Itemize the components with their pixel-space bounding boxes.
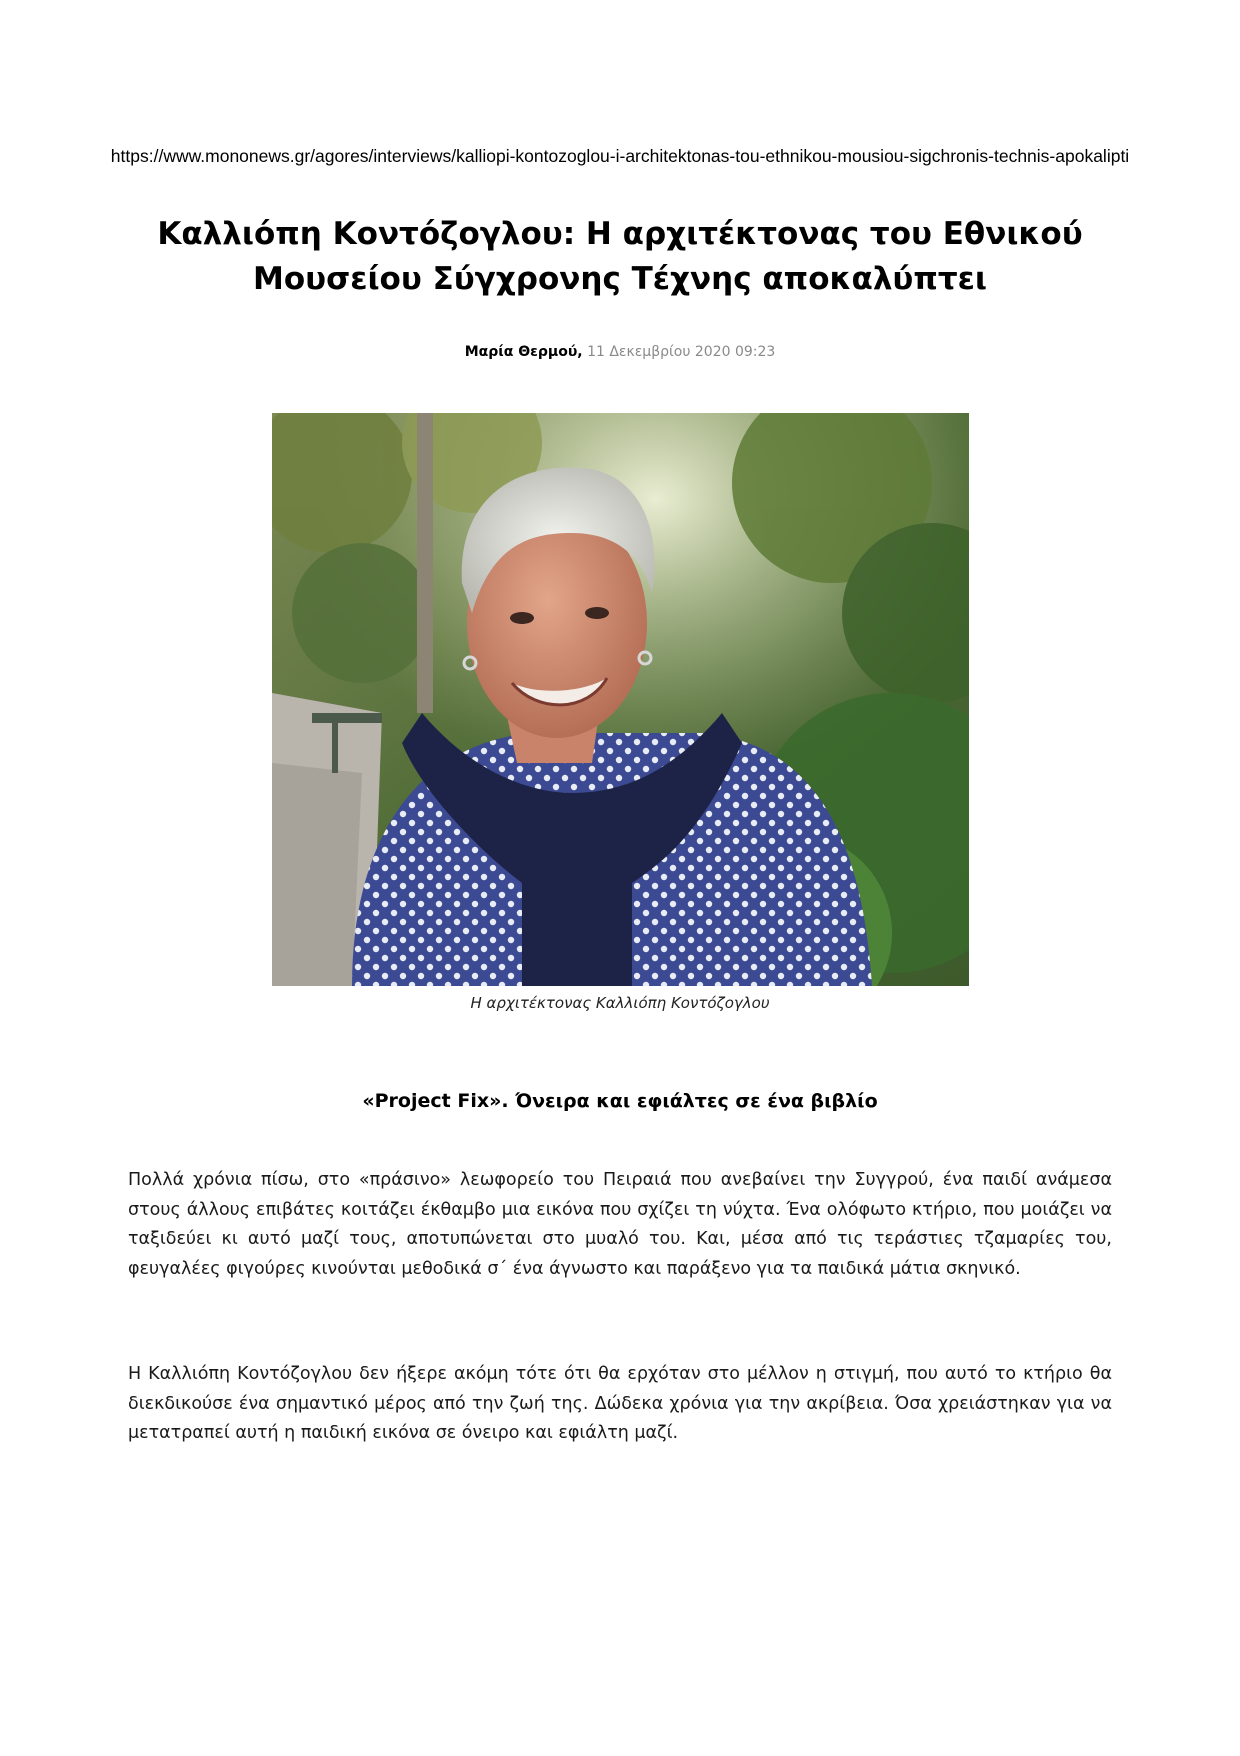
article-photo [272,413,969,986]
author-name: Μαρία Θερμού, [464,344,583,360]
publish-date: 11 Δεκεμβρίου 2020 09:23 [587,344,776,360]
byline [0,344,1240,360]
section-subheading: «Project Fix». Όνειρα και εφιάλτες σε ένα βιβλίο [362,1090,878,1112]
article-title: Καλλιόπη Κοντόζογλου: Η αρχιτέκτονας του Εθνικού Μουσείου Σύγχρονης Τέχνης αποκαλύπτει [157,216,1083,297]
source-url[interactable]: https://www.mononews.gr/agores/interviews/kalliopi-kontozoglou-i-architektonas-tou-ethnikou-mousiou-sigchronis-technis-apokalipti [110,146,1130,166]
body-paragraph: Πολλά χρόνια πίσω, στο «πράσινο» λεωφορείο του Πειραιά που ανεβαίνει την Συγγρού, ένα παιδί ανάμεσα στους άλλους επιβάτες κοιτάζει έκθαμβο μια εικόνα που σχίζει τη νύχτα. Ένα ολόφωτο κτήριο, που μοιάζει να ταξιδεύει κι αυτό μαζί τους, αποτυπώνεται στο μυαλό του. Και, μέσα από τις τεράστιες τζαμαρίες του, φευγαλέες φιγούρες κινούνται μεθοδικά σ΄ ένα άγνωστο και παράξενο για τα παιδικά μάτια σκηνικό. [128,1170,1112,1279]
photo-caption: Η αρχιτέκτονας Καλλιόπη Κοντόζογλου [470,994,770,1012]
body-paragraph: Η Καλλιόπη Κοντόζογλου δεν ήξερε ακόμη τότε ότι θα ερχόταν στο μέλλον η στιγμή, που αυτό το κτήριο θα διεκδικούσε ένα σημαντικό μέρος από την ζωή της. Δώδεκα χρόνια για την ακρίβεια. Όσα χρειάστηκαν για να μετατραπεί αυτή η παιδική εικόνα σε όνειρο και εφιάλτη μαζί. [128,1364,1112,1443]
